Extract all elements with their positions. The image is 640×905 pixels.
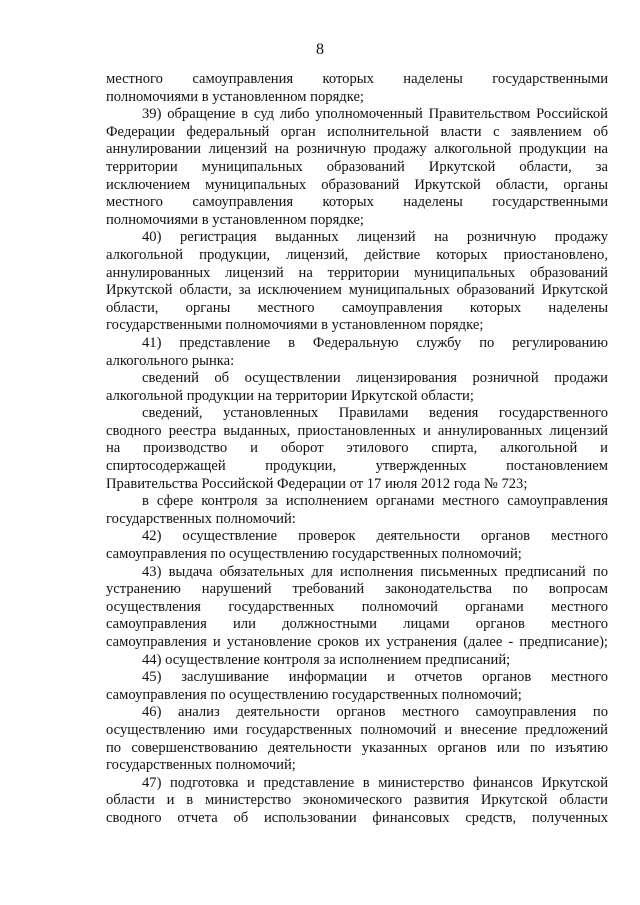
text-line: 40) регистрация выданных лицензий на розничную продажу [142, 229, 608, 246]
text-line: исключением муниципальных образований Иркутской области, органы [106, 176, 608, 193]
text-line: в сфере контроля за исполнением органами местного самоуправления [142, 493, 608, 510]
text-line: государственных полномочий; [106, 757, 296, 774]
page-number: 8 [316, 41, 324, 58]
text-line: 47) подготовка и представление в министерство финансов Иркутской [142, 774, 608, 791]
text-line: Иркутской области, за исключением муниципальных образований Иркутской [106, 282, 608, 299]
text-line: 45) заслушивание информации и отчетов органов местного [142, 669, 608, 686]
text-line: алкогольной продукции на территории Иркутской области; [106, 387, 474, 404]
text-line: самоуправления по осуществлению государственных полномочий; [106, 686, 522, 703]
text-line: государственных полномочий: [106, 510, 296, 527]
text-line: сводного реестра выданных, приостановленных и аннулированных лицензий [106, 422, 608, 439]
text-line: области и в министерство экономического развития Иркутской области [106, 792, 608, 809]
text-line: 39) обращение в суд либо уполномоченный Правительством Российской [142, 106, 608, 123]
text-line: сведений, установленных Правилами ведения государственного [142, 405, 608, 422]
text-line: сведений об осуществлении лицензирования розничной продажи [142, 370, 608, 387]
text-line: на производство и оборот этилового спирта, алкогольной и [106, 440, 608, 457]
document-body [106, 71, 608, 828]
text-line: 41) представление в Федеральную службу по регулированию [142, 334, 608, 351]
text-line: алкогольной продукции, лицензий, действие которых приостановлено, [106, 246, 608, 263]
text-line: аннулированных лицензий на территории муниципальных образований [106, 264, 608, 281]
text-line: спиртосодержащей продукции, утвержденных постановлением [106, 458, 608, 475]
text-line: полномочиями в установленном порядке; [106, 211, 364, 228]
text-line: местного самоуправления которых наделены государственными [106, 194, 608, 211]
text-line: территории муниципальных образований Иркутской области, за [106, 158, 608, 175]
text-line: осуществления государственных полномочий органами местного [106, 598, 608, 615]
text-line: самоуправления или должностными лицами органов местного [106, 616, 608, 633]
text-line: аннулировании лицензий на розничную продажу алкогольной продукции на [106, 141, 608, 158]
text-line: 46) анализ деятельности органов местного самоуправления по [142, 704, 608, 721]
text-line: 44) осуществление контроля за исполнением предписаний; [142, 651, 511, 668]
text-line: алкогольного рынка: [106, 352, 235, 369]
text-line: области, органы местного самоуправления которых наделены [106, 299, 608, 316]
text-line: Правительства Российской Федерации от 17 июля 2012 года № 723; [106, 475, 528, 492]
text-line: государственными полномочиями в установленном порядке; [106, 317, 484, 334]
text-line: 43) выдача обязательных для исполнения письменных предписаний по [142, 563, 608, 580]
text-line: самоуправления по осуществлению государственных полномочий; [106, 546, 522, 563]
text-line: устранению нарушений требований законодательства по вопросам [106, 581, 608, 598]
text-line: самоуправления и установление сроков их устранения (далее - предписание); [106, 634, 608, 650]
text-line: по совершенствованию деятельности указанных органов или по изъятию [106, 739, 608, 756]
text-line: 42) осуществление проверок деятельности органов местного [142, 528, 608, 545]
text-line: осуществлению ими государственных полномочий и внесение предложений [106, 721, 608, 738]
text-line: полномочиями в установленном порядке; [106, 88, 364, 105]
text-line: Федерации федеральный орган исполнительной власти с заявлением об [106, 123, 608, 140]
text-line: сводного отчета об использовании финансовых средств, полученных [106, 809, 608, 826]
text-line: местного самоуправления которых наделены государственными [106, 71, 608, 87]
